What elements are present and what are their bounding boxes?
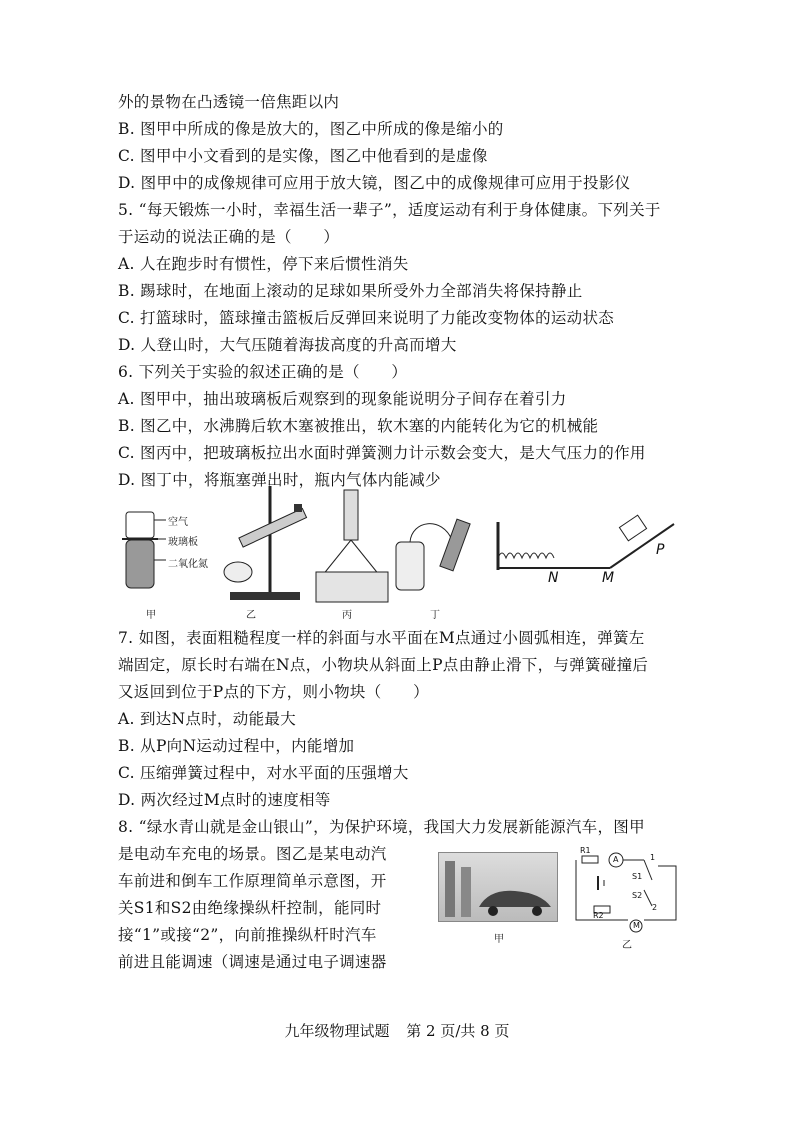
option-d: D. 两次经过M点时的速度相等 xyxy=(118,791,331,809)
circuit-diagram xyxy=(568,846,688,934)
option-b: B. 图乙中，水沸腾后软木塞被推出，软木塞的内能转化为它的机械能 xyxy=(118,417,599,435)
label-s1: S1 xyxy=(632,872,643,881)
motor-icon: M xyxy=(633,921,640,930)
question-5: 5. “每天锻炼一小时，幸福生活一辈子”，适度运动有利于身体健康。下列关于 xyxy=(118,201,661,219)
option-c: C. 图丙中，把玻璃板拉出水面时弹簧测力计示数会变大，是大气压力的作用 xyxy=(118,444,646,462)
footer-subject: 九年级物理试题 xyxy=(284,1022,390,1040)
option-c: C. 压缩弹簧过程中，对水平面的压强增大 xyxy=(118,764,409,782)
option-a: A. 到达N点时，动能最大 xyxy=(118,710,297,728)
question-7-cont: 端固定，原长时右端在N点，小物块从斜面上P点由静止滑下，与弹簧碰撞后 xyxy=(118,656,649,674)
question-8-cont: 是电动车充电的场景。图乙是某电动汽 xyxy=(118,845,387,863)
option-b: B. 图甲中所成的像是放大的，图乙中所成的像是缩小的 xyxy=(118,120,504,138)
label-air: 空气 xyxy=(168,517,188,528)
option-b: B. 从P向N运动过程中，内能增加 xyxy=(118,737,355,755)
point-p: P xyxy=(656,542,665,558)
option-c: C. 图甲中小文看到的是实像，图乙中他看到的是虚像 xyxy=(118,147,488,165)
question-7-cont: 又返回到位于P点的下方，则小物块（ ） xyxy=(118,683,429,701)
figure-bing xyxy=(312,486,392,606)
question-8: 8. “绿水青山就是金山银山”，为保护环境，我国大力发展新能源汽车，图甲 xyxy=(118,818,645,836)
terminal-1: 1 xyxy=(650,853,656,862)
figure-yi xyxy=(210,484,310,604)
option-a: A. 人在跑步时有惯性，停下来后惯性消失 xyxy=(118,255,409,273)
caption-yi: 乙 xyxy=(246,610,256,621)
caption-ding: 丁 xyxy=(430,610,440,621)
option-a: A. 图甲中，抽出玻璃板后观察到的现象能说明分子间存在着引力 xyxy=(118,390,567,408)
ammeter-icon: A xyxy=(613,855,619,864)
option-c: C. 打篮球时，篮球撞击篮板后反弹回来说明了力能改变物体的运动状态 xyxy=(118,309,615,327)
page-footer xyxy=(0,1020,794,1041)
terminal-2: 2 xyxy=(652,903,658,912)
charging-photo xyxy=(438,852,558,922)
caption-bing: 丙 xyxy=(342,610,352,621)
label-r1: R1 xyxy=(580,846,591,855)
label-s2: S2 xyxy=(632,891,643,900)
question-5-cont: 于运动的说法正确的是（ ） xyxy=(118,228,340,246)
caption-jia: 甲 xyxy=(146,610,156,621)
text-line: 外的景物在凸透镜一倍焦距以内 xyxy=(118,93,340,111)
footer-page-number: 第 2 页/共 8 页 xyxy=(406,1022,510,1040)
figure-ding xyxy=(392,510,482,600)
option-d: D. 图丁中，将瓶塞弹出时，瓶内气体内能减少 xyxy=(118,471,441,489)
option-d: D. 人登山时，大气压随着海拔高度的升高而增大 xyxy=(118,336,457,354)
label-no2: 二氧化氮 xyxy=(168,559,208,570)
option-b: B. 踢球时，在地面上滚动的足球如果所受外力全部消失将保持静止 xyxy=(118,282,583,300)
option-d: D. 图甲中的成像规律可应用于放大镜，图乙中的成像规律可应用于投影仪 xyxy=(118,174,631,192)
question-6: 6. 下列关于实验的叙述正确的是（ ） xyxy=(118,363,408,381)
question-8-cont: 前进且能调速（调速是通过电子调速器 xyxy=(118,953,387,971)
question-8-cont: 车前进和倒车工作原理简单示意图，开 xyxy=(118,872,387,890)
label-glass: 玻璃板 xyxy=(168,537,198,548)
question-8-cont: 关S1和S2由绝缘操纵杆控制，能同时 xyxy=(118,899,382,917)
question-8-cont: 接“1”或接“2”，向前推操纵杆时汽车 xyxy=(118,926,377,944)
caption-yi-8: 乙 xyxy=(622,940,632,951)
label-r2: R2 xyxy=(593,911,604,920)
point-m: M xyxy=(602,570,615,586)
question-7: 7. 如图，表面粗糙程度一样的斜面与水平面在M点通过小圆弧相连，弹簧左 xyxy=(118,629,645,647)
figure-incline xyxy=(494,512,679,592)
caption-jia-8: 甲 xyxy=(494,934,504,945)
point-n: N xyxy=(548,570,559,586)
